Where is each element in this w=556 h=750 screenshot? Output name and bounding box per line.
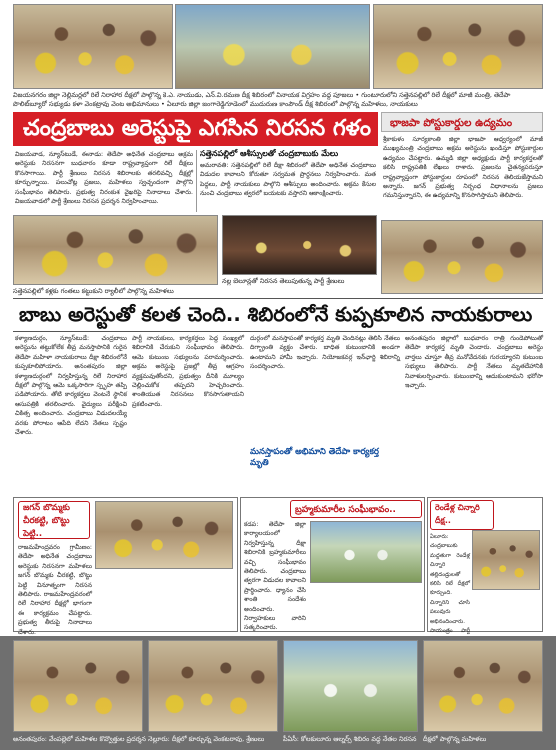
mid-caption-2: నల్ల బెలూన్లతో నిరసన తెలుపుతున్న పార్టీ శ్రేణులు [222, 277, 345, 285]
bottom-photo-1 [13, 640, 143, 732]
bottom-caption-1: అనంతపురం: వేంపల్లెలో మహిళల కొవ్వొత్తుల ప్రదర్శన [13, 735, 146, 743]
main-story-col4: అనంతపురం జిల్లాలో బుధవారం రాత్రి గుండెపోటుతో తెదేపా కార్యకర్త మృతి చెందారు. చంద్రబాబు అరెస్టు వార్తలు చూస్తూ తీవ్ర మనోవేదనకు గురయ్యారని కుటుంబ సభ్యులు తెలిపారు. పార్టీ నేతలు మృతదేహానికి నివాళులర్పించారు. కుటుంబాన్ని ఆదుకుంటామని భరోసా ఇచ్చారు. [405, 335, 543, 390]
photo-top-3 [373, 4, 543, 89]
photo-top-2 [175, 4, 370, 89]
side-story-photo [381, 220, 543, 294]
box1-title: జగన్ బొమ్మకు చీరకట్టి, బొట్టు పెట్టి.. [18, 501, 90, 539]
rule-top [13, 298, 543, 299]
main-story-col3: దుర్గంలో మనస్తాపంతో కార్యకర్త మృతి చెందినట్లు తెలిసి నేతలు దిగ్భ్రాంతి వ్యక్తం చేశారు. బాధిత కుటుంబానికి అండగా ఉంటామని హామీ ఇచ్చారు. నియోజకవర్గ ఇన్‌ఛార్జి శిబిరాన్ని సందర్శించారు. [250, 335, 400, 371]
main-story-col3-subhead: మనస్తాపంతో అభిమాని తెదేపా కార్యకర్త మృతి [250, 447, 379, 468]
divider [196, 150, 197, 212]
side-story-title: భాజపా పోస్టుకార్డుల ఉద్యమం [381, 112, 543, 132]
box3-text: ఏలూరు: చంద్రబాబుకు మద్దతుగా రెండేళ్ల చిన్నారి తల్లిదండ్రులతో కలిసి రిలే దీక్షలో కూర్చుంది. చిన్నారిని చూసి పలువురు అభినందించారు. సాయంత్రం పార్టీ [430, 534, 470, 635]
photo-mid-1 [13, 215, 218, 285]
photo-top-1 [13, 4, 173, 89]
side-story-text: శ్రీకాకుళం సూర్యకాంతి జిల్లా భాజపా ఆధ్వర్యంలో మాజీ ముఖ్యమంత్రి చంద్రబాబు అక్రమ అరెస్టును ఖండిస్తూ పోస్టుకార్డుల ఉద్యమం చేపట్టారు. ఉమ్మడి జిల్లా అధ్యక్షుడు పార్టీ కార్యకర్తలతో కలిసి రాష్ట్రపతికి లేఖలు రాశారు. ప్రజలను చైతన్యపరుస్తూ రాష్ట్రవ్యాప్తంగా పోస్టుకార్డుల రూపంలో నిరసన తెలియజేస్తామని అన్నారు. జగన్ ప్రభుత్వ నిర్బంధ విధానాలను ప్రజలు గమనిస్తున్నారని, ఈ ఉద్యమాన్ని కొనసాగిస్తామని తెలిపారు. [383, 136, 543, 200]
col1-text: విజయవాడ, న్యూస్‌టుడే, ఈనాడు: తెదేపా అధినేత చంద్రబాబు అక్రమ అరెస్టుకు నిరసనగా బుధవారం కూడా రాష్ట్రవ్యాప్తంగా రిలే దీక్షలు కొనసాగాయి. పార్టీ శ్రేణులు నిరసన శిబిరాలకు తరలివచ్చి దీక్షల్లో కూర్చున్నాయి. పలుచోట్ల ప్రజలు, మహిళలు స్వచ్ఛందంగా పాల్గొని సంఘీభావం తెలిపారు. ప్రభుత్వ నిరంకుశ వైఖరిపై నినాదాలు చేశారు. విజయవాడలో పార్టీ శ్రేణులు నిరసన ప్రదర్శన నిర్వహించాయి. [15, 151, 193, 206]
box2-title: బ్రహ్మకుమారీల సంఘీభావం.. [290, 500, 422, 518]
box3-title: రెండేళ్ల చిన్నారి దీక్ష.. [430, 500, 494, 530]
box2-text: కడప: తెదేపా జిల్లా కార్యాలయంలో నిర్వహిస్తున్న దీక్షా శిబిరానికి బ్రహ్మకుమారీలు వచ్చి సంఘీభావం తెలిపారు. చంద్రబాబు త్వరగా విడుదల కావాలని ప్రార్థించారు. ధ్యానం చేసి శాంతి సందేశం అందించారు. నిర్వాహకులు వారిని సత్కరించారు. [244, 521, 306, 632]
bottom-photo-2 [148, 640, 278, 732]
bottom-photo-4 [423, 640, 543, 732]
bottom-caption-4: దీక్షలో పాల్గొన్న మహిళలు [423, 735, 487, 743]
top-caption-line1: విజయనగరం జిల్లా నెల్లిమర్లలో రిలే నిరాహార దీక్షలో పాల్గొన్న కె.ఎ. నాయుడు, ఎన్.వి.రమణ దీక్ష శిబిరంలో వినాయక విగ్రహం వద్ద పూజలు • గుంటూరులోని సత్తెనపల్లిలో రిలే దీక్షలో మాజీ మంత్రి, తెదేపా [13, 91, 511, 99]
photo-mid-2 [222, 215, 377, 275]
col2-subhead: సత్తెనపల్లిలో ఆశీస్సులతో చంద్రబాబుకు మేలు [200, 149, 339, 158]
main-headline: బాబు అరెస్టుతో కలత చెంది.. శిబిరంలోనే కుప్పకూలిన నాయకురాలు [19, 303, 533, 326]
mid-caption-1: సత్తెనపల్లిలో కళ్లకు గంతలు కట్టుకుని ర్యాలీలో పాల్గొన్న మహిళలు [13, 287, 174, 295]
main-story-col1: కళ్యాణదుర్గం, న్యూస్‌టుడే: చంద్రబాబు అరెస్టును తట్టుకోలేక తీవ్ర మనస్తాపానికి గురైన తెదేపా మహిళా నాయకురాలు దీక్షా శిబిరంలోనే కుప్పకూలిపోయారు. అనంతపురం జిల్లా కళ్యాణదుర్గంలో నిర్వహిస్తున్న రిలే నిరాహార దీక్షలో పాల్గొన్న ఆమె ఒక్కసారిగా స్పృహ తప్పి పడిపోయారు. తోటి కార్యకర్తలు వెంటనే స్థానిక ఆసుపత్రికి తరలించారు. వైద్యులు పరీక్షించి చికిత్స అందించారు. చంద్రబాబు విడుదలయ్యే వరకు పోరాటం ఆపేది లేదని నేతలు స్పష్టం చేశారు. [15, 335, 127, 437]
box2-photo [310, 521, 422, 583]
box3-photo [472, 530, 540, 590]
box1-photo [95, 501, 233, 569]
main-story-col2: పార్టీ నాయకులు, కార్యకర్తలు పెద్ద సంఖ్యలో శిబిరానికి చేరుకుని సంఘీభావం తెలిపారు. ఆమె కుటుంబ సభ్యులను పరామర్శించారు. అక్రమ అరెస్టుపై ప్రజల్లో తీవ్ర ఆగ్రహం వ్యక్తమవుతోందని, ప్రభుత్వం దీనికి మూల్యం చెల్లించుకోక తప్పదని హెచ్చరించారు. శాంతియుత నిరసనలు కొనసాగుతాయని ప్రకటించారు. [132, 335, 244, 408]
rule-bottom [13, 331, 543, 332]
box1-text: రాజమహేంద్రవరం గ్రామీణం: తెదేపా అధినేత చంద్రబాబు అరెస్టుకు నిరసనగా మహిళలు జగన్ బొమ్మకు చీరకట్టి, బొట్టు పెట్టి వినూత్నంగా నిరసన తెలిపారు. రాజమహేంద్రవరంలో రిలే నిరాహార దీక్షల్లో భాగంగా ఈ కార్యక్రమం చేపట్టారు. ప్రభుత్వ తీరుపై నినాదాలు చేశారు. [18, 544, 92, 636]
col2-text: అమరావతి: సత్తెనపల్లిలో రిలే దీక్షా శిబిరంలో తెదేపా అధినేత చంద్రబాబు విడుదల కావాలని కోరుతూ సర్వమత ప్రార్థనలు నిర్వహించారు. మత పెద్దలు, పార్టీ నాయకులు పాల్గొని ఆశీస్సులు అందించారు. అక్రమ కేసుల నుంచి చంద్రబాబు త్వరలో బయటకు వస్తారని ఆకాంక్షించారు. [200, 162, 376, 198]
headline-banner: చంద్రబాబు అరెస్టుపై ఎగసిన నిరసన గళం [13, 112, 378, 146]
top-caption-line2: పొలిట్‌బ్యూరో సభ్యుడు కళా వెంకట్రావు వెంట అభిమానులు • ఏలూరు జిల్లా జంగారెడ్డిగూడెంలో ముదురుణ కాంపౌండ్ దీక్ష శిబిరంలో పాల్గొన్న మహిళలు, నాయకులు [13, 100, 418, 108]
bottom-photo-3 [283, 640, 418, 732]
bottom-caption-2: నెల్లూరు: దీక్షలో కూర్చున్న వెంకటరావు, శ్రేణులు [148, 735, 265, 743]
bottom-caption-3: పీఏసీ: కోలకులూరు ఆల్నర్స్ శిబిరం వద్ద నేతల నిరసన [283, 735, 417, 743]
